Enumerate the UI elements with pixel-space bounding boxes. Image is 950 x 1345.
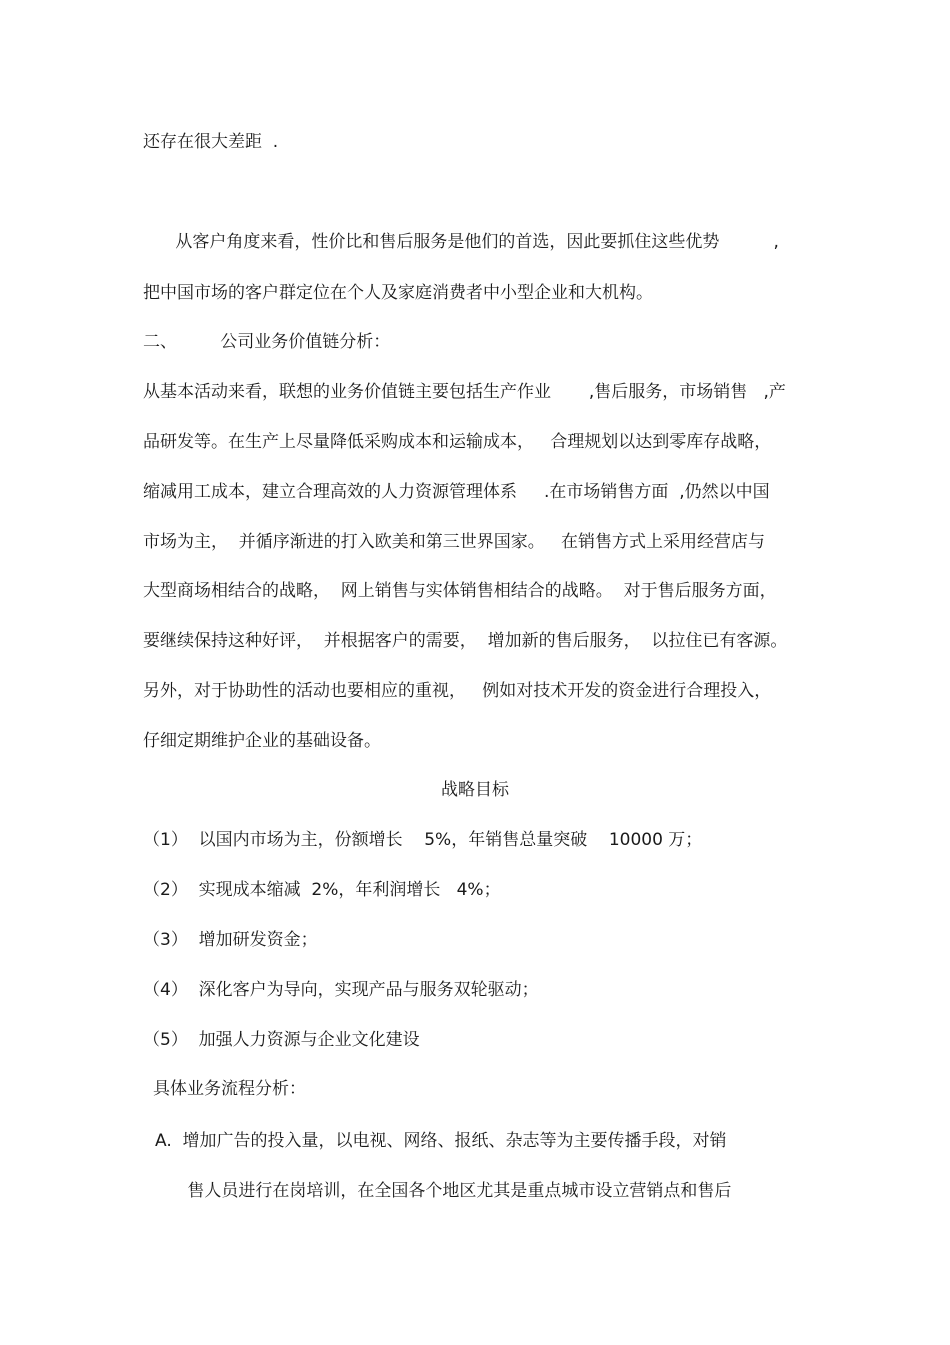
line-1: 还存在很大差距 . <box>143 132 279 152</box>
goal-item: （4） 深化客户为导向，实现产品与服务双轮驱动； <box>143 980 539 1000</box>
line-12: 仔细定期维护企业的基础设备。 <box>143 731 381 751</box>
line-2: 从客户角度来看，性价比和售后服务是他们的首选，因此要抓住这些优势 , <box>143 232 779 252</box>
item-a-line-1: A. 增加广告的投入量，以电视、网络、报纸、杂志等为主要传播手段，对销 <box>155 1131 727 1151</box>
line-11: 另外，对于协助性的活动也要相应的重视， 例如对技术开发的资金进行合理投入， <box>143 681 772 701</box>
line-5: 从基本活动来看，联想的业务价值链主要包括生产作业 ,售后服务，市场销售 ,产 <box>143 382 786 402</box>
goal-item: （5） 加强人力资源与企业文化建设 <box>143 1030 420 1050</box>
goal-item: （2） 实现成本缩减 2%，年利润增长 4%； <box>143 880 501 900</box>
strategy-heading: 战略目标 <box>441 780 509 800</box>
section-heading-2: 二、 公司业务价值链分析： <box>143 332 391 352</box>
line-9: 大型商场相结合的战略， 网上销售与实体销售相结合的战略。 对于售后服务方面， <box>143 581 777 601</box>
process-title: 具体业务流程分析： <box>153 1079 306 1099</box>
line-7: 缩减用工成本，建立合理高效的人力资源管理体系 .在市场销售方面 ,仍然以中国 <box>143 482 770 502</box>
goal-item: （3） 增加研发资金； <box>143 930 318 950</box>
goal-item: （1） 以国内市场为主，份额增长 5%，年销售总量突破 10000 万； <box>143 830 703 850</box>
item-a-line-2: 售人员进行在岗培训，在全国各个地区尤其是重点城市设立营销点和售后 <box>155 1181 732 1201</box>
line-8: 市场为主， 并循序渐进的打入欧美和第三世界国家。 在销售方式上采用经营店与 <box>143 532 766 552</box>
line-10: 要继续保持这种好评， 并根据客户的需要， 增加新的售后服务， 以拉住已有客源。 <box>143 631 788 651</box>
line-6: 品研发等。在生产上尽量降低采购成本和运输成本， 合理规划以达到零库存战略， <box>143 432 772 452</box>
line-3: 把中国市场的客户群定位在个人及家庭消费者中小型企业和大机构。 <box>143 283 653 303</box>
